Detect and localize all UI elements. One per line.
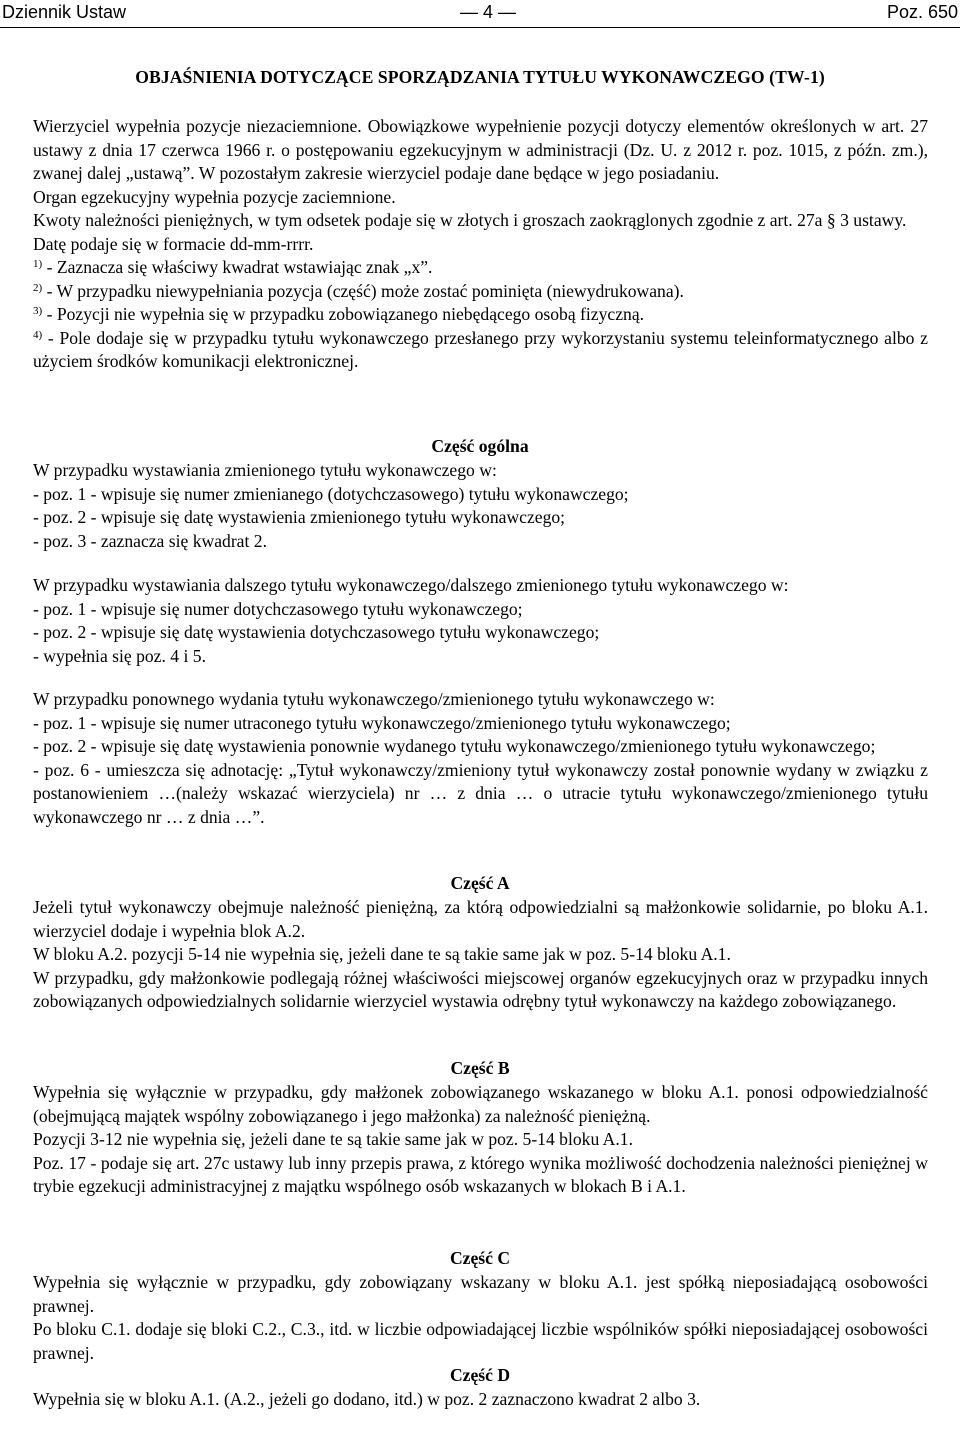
part-b-section <box>33 1081 928 1199</box>
general-a-item-3: - poz. 3 - zaznacza się kwadrat 2. <box>33 530 267 551</box>
intro-paragraph-1: Wierzyciel wypełnia pozycje niezaciemnione. Obowiązkowe wypełnienie pozycji dotyczy elementów określonych w art. 27 ustawy z dnia 17 czerwca 1966 r. o postępowaniu egzekucyjnym w administracji (Dz. U. z 2012 r. poz. 1015, z późn. zm.), zwanej dalej „ustawą”. W pozostałym zakresie wierzyciel podaje dane będące w jego posiadaniu. <box>33 116 928 183</box>
general-a-item-1: - poz. 1 - wpisuje się numer zmienianego (dotychczasowego) tytułu wykonawczego; <box>33 483 629 504</box>
general-a-item-2: - poz. 2 - wpisuje się datę wystawienia zmienionego tytułu wykonawczego; <box>33 507 566 527</box>
general-b-item-2: - poz. 2 - wpisuje się datę wystawienia dotychczasowego tytułu wykonawczego; <box>33 622 600 642</box>
page-header <box>0 0 960 26</box>
footnote-3 <box>33 303 928 327</box>
part-d-section <box>33 1388 928 1412</box>
part-d-paragraph-1: Wypełnia się w bloku A.1. (A.2., jeżeli go dodano, itd.) w poz. 2 zaznaczono kwadrat 2 albo 3. <box>33 1389 701 1409</box>
general-b-intro: W przypadku wystawiania dalszego tytułu wykonawczego/dalszego zmienionego tytułu wykonawczego w: <box>33 575 789 595</box>
footnote-3-text: - Pozycji nie wypełnia się w przypadku zobowiązanego niebędącego osobą fizyczną. <box>42 304 645 324</box>
part-b-paragraph-2: Pozycji 3-12 nie wypełnia się, jeżeli dane te są takie same jak w poz. 5-14 bloku A.1. <box>33 1129 633 1149</box>
general-c-intro: W przypadku ponownego wydania tytułu wykonawczego/zmienionego tytułu wykonawczego w: <box>33 689 715 709</box>
part-a-section <box>33 896 928 1014</box>
general-part-heading: Część ogólna <box>431 436 529 456</box>
footnote-1-text: - Zaznacza się właściwy kwadrat wstawiając znak „x”. <box>42 257 433 277</box>
part-d-heading: Część D <box>449 1365 511 1385</box>
part-a-paragraph-1: Jeżeli tytuł wykonawczy obejmuje należność pieniężną, za którą odpowiedzialni są małżonkowie solidarnie, po bloku A.1. wierzyciel dodaje i wypełnia blok A.2. <box>33 897 928 941</box>
footnote-2 <box>33 280 928 304</box>
general-c-item-6: - poz. 6 - umieszcza się adnotację: „Tytuł wykonawczy/zmieniony tytuł wykonawczy został ponownie wydany w związku z postanowieniem …(należy wskazać wierzyciela) nr … z dnia … o utracie tytułu wykonawczego/zmienionego tytułu wykonawczego nr … z dnia …”. <box>33 759 928 827</box>
part-c-paragraph-2: Po bloku C.1. dodaje się bloki C.2., C.3., itd. w liczbie odpowiadającej liczbie wspólników spółki nieposiadającej osobowości prawnej. <box>33 1319 928 1363</box>
footnote-4 <box>33 327 928 374</box>
footnote-2-text: - W przypadku niewypełniania pozycja (część) może zostać pominięta (niewydrukowana). <box>42 280 684 301</box>
part-c-section <box>33 1271 928 1365</box>
intro-paragraph-3: Kwoty należności pieniężnych, w tym odsetek podaje się w złotych i groszach zaokrąglonych zgodnie z art. 27a § 3 ustawy. <box>33 210 907 230</box>
general-b-item-3: - wypełnia się poz. 4 i 5. <box>33 645 206 666</box>
footnote-1-mark: 1) <box>33 258 43 270</box>
journal-name: Dziennik Ustaw <box>2 2 127 22</box>
footnote-3-mark: 3) <box>33 305 43 317</box>
footnote-1 <box>33 256 928 280</box>
footnote-2-mark: 2) <box>33 281 43 294</box>
part-b-paragraph-1: Wypełnia się wyłącznie w przypadku, gdy małżonek zobowiązanego wskazanego w bloku A.1. ponosi odpowiedzialność (obejmującą majątek wspólny zobowiązanego i jego małżonka) za należność pieniężną. <box>33 1082 928 1126</box>
general-reissued-title-section <box>33 688 928 829</box>
intro-paragraph-4: Datę podaje się w formacie dd-mm-rrrr. <box>33 233 314 254</box>
general-changed-title-section <box>33 459 928 553</box>
general-c-item-1: - poz. 1 - wpisuje się numer utraconego tytułu wykonawczego/zmienionego tytułu wykonawczego; <box>33 712 731 733</box>
footnote-4-mark: 4) <box>33 328 43 341</box>
document-title: OBJAŚNIENIA DOTYCZĄCE SPORZĄDZANIA TYTUŁU WYKONAWCZEGO (TW-1) <box>135 67 825 87</box>
intro-paragraph-2: Organ egzekucyjny wypełnia pozycje zaciemnione. <box>33 186 396 207</box>
footnote-4-text: - Pole dodaje się w przypadku tytułu wykonawczego przesłanego przy wykorzystaniu systemu teleinformatycznego albo z użyciem środków komunikacji elektronicznej. <box>33 327 928 371</box>
general-a-intro: W przypadku wystawiania zmienionego tytułu wykonawczego w: <box>33 460 497 480</box>
general-c-item-2: - poz. 2 - wpisuje się datę wystawienia ponownie wydanego tytułu wykonawczego/zmienionego tytułu wykonawczego; <box>33 736 876 756</box>
part-b-heading: Część B <box>450 1058 510 1078</box>
part-a-paragraph-3: W przypadku, gdy małżonkowie podlegają różnej właściwości miejscowej organów egzekucyjnych oraz w przypadku innych zobowiązanych odpowiedzialnych solidarnie wierzyciel wystawia odrębny tytuł wykonawczy na każdego zobowiązanego. <box>33 967 928 1011</box>
general-b-item-1: - poz. 1 - wpisuje się numer dotychczasowego tytułu wykonawczego; <box>33 598 523 619</box>
part-a-paragraph-2: W bloku A.2. pozycji 5-14 nie wypełnia się, jeżeli dane te są takie same jak w poz. 5-14 bloku A.1. <box>33 944 731 964</box>
part-b-paragraph-3: Poz. 17 - podaje się art. 27c ustawy lub inny przepis prawa, z którego wynika możliwość dochodzenia należności pieniężnej w trybie egzekucji administracyjnej z majątku wspólnego osób wskazanych w blokach B i A.1. <box>33 1152 928 1196</box>
header-rule <box>0 27 960 28</box>
general-further-title-section <box>33 574 928 668</box>
page-number: — 4 — <box>460 2 517 22</box>
part-a-heading: Część A <box>450 873 510 893</box>
intro-section <box>33 115 928 374</box>
part-c-heading: Część C <box>449 1248 511 1268</box>
position-number: Poz. 650 <box>886 2 958 22</box>
part-c-paragraph-1: Wypełnia się wyłącznie w przypadku, gdy zobowiązany wskazany w bloku A.1. jest spółką nieposiadającą osobowości prawnej. <box>33 1272 928 1316</box>
